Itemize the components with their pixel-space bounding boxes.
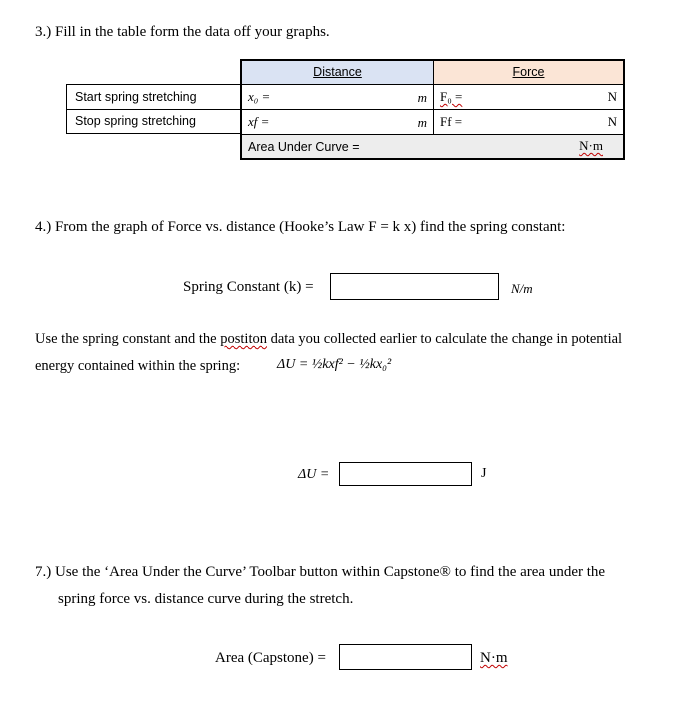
distance-header — [242, 61, 434, 85]
x0-cell[interactable] — [242, 85, 434, 110]
spring-constant-unit: N/m — [511, 281, 533, 296]
xf-unit: m — [417, 115, 427, 130]
use-spring-text — [35, 331, 622, 348]
ff-unit: N — [607, 114, 617, 129]
ff-label: Ff = — [440, 114, 463, 129]
start-label: Start spring stretching — [75, 90, 197, 104]
area-label: Area Under Curve = — [248, 140, 360, 154]
f0-label: F₀ = — [440, 89, 463, 104]
spring-constant-label: Spring Constant (k) = — [183, 279, 314, 295]
x0-label: x₀ = — [248, 89, 271, 104]
f0-cell[interactable] — [434, 85, 623, 110]
f0-unit: N — [607, 89, 617, 104]
force-header — [434, 61, 623, 85]
ff-cell[interactable] — [434, 110, 623, 135]
q4-prompt: 4.) From the graph of Force vs. distance (Hooke’s Law F = k x) find the spring constant: — [35, 219, 566, 235]
spring-constant-input[interactable] — [330, 273, 499, 300]
capstone-area-input[interactable] — [339, 644, 472, 670]
q7-prompt-line2: spring force vs. distance curve during the stretch. — [58, 591, 354, 607]
row-labels — [66, 84, 241, 134]
area-row[interactable] — [242, 135, 623, 158]
area-unit: N·m — [579, 138, 603, 153]
x0-unit: m — [417, 90, 427, 105]
xf-cell[interactable] — [242, 110, 434, 135]
force-header-text: Force — [512, 65, 545, 79]
capstone-area-label: Area (Capstone) = — [215, 650, 326, 666]
use-text-part2: data you collected earlier to calculate the change in potential — [266, 331, 623, 347]
xf-label: xf = — [248, 114, 270, 129]
energy-text: energy contained within the spring: — [35, 358, 241, 374]
delta-u-input[interactable] — [339, 462, 472, 486]
data-table — [240, 59, 625, 160]
stop-label: Stop spring stretching — [75, 114, 196, 128]
delta-u-unit: J — [481, 466, 487, 481]
delta-u-label: ΔU = — [298, 467, 330, 482]
use-text-misspelled: postiton — [220, 331, 267, 347]
q3-prompt: 3.) Fill in the table form the data off your graphs. — [35, 24, 330, 40]
use-text-part1: Use the spring constant and the — [35, 331, 221, 347]
q7-prompt-line1: 7.) Use the ‘Area Under the Curve’ Toolbar button within Capstone® to find the area under the — [35, 564, 606, 580]
potential-energy-formula: ΔU = ½kxf² − ½kx₀² — [277, 357, 392, 372]
distance-header-text: Distance — [313, 65, 362, 79]
capstone-area-unit: N·m — [480, 650, 508, 666]
